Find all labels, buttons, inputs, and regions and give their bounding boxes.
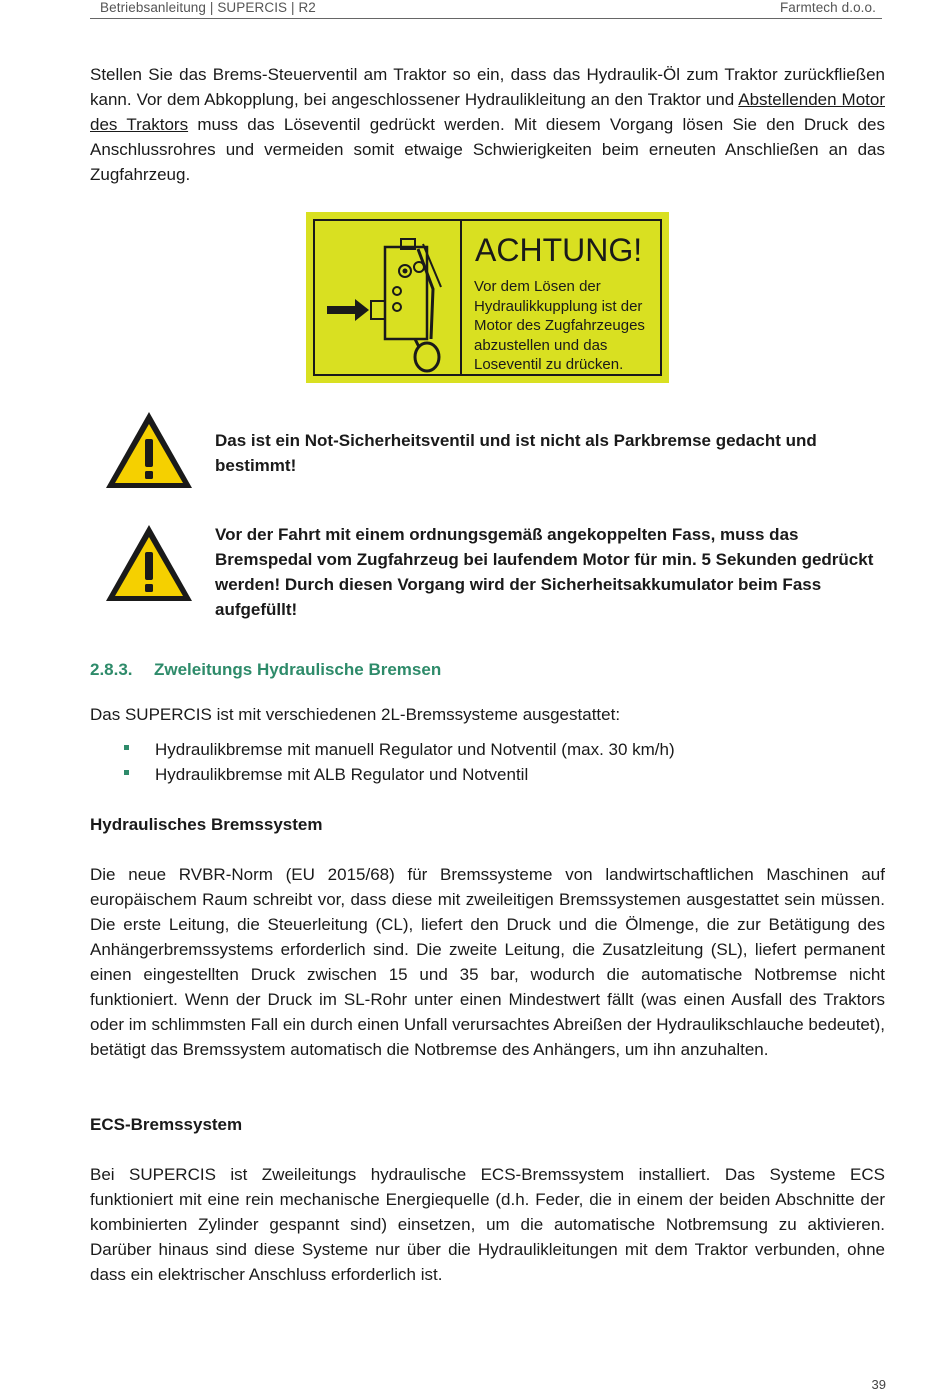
header-company: Farmtech d.o.o. bbox=[779, 0, 876, 15]
header-doc-title: Betriebsanleitung | SUPERCIS | R2 bbox=[100, 0, 316, 15]
section-title: Zweleitungs Hydraulische Bremsen bbox=[154, 660, 442, 679]
list-item bbox=[90, 762, 675, 787]
hydraulic-paragraph: Die neue RVBR-Norm (EU 2015/68) für Bremssysteme von landwirtschaftlichen Maschinen auf europäischem Raum schreibt vor, dass diese mit zweileitigen Bremssystemen ausgestattet sein müssen. Die erste Leitung, die Steuerleitung (CL), liefert den Druck und die Ölmenge, die zur Betätigung des Anhängerbremssystems erforderlich sind. Die zweite Leitung, die Zusatzleitung (SL), liefert permanent einen eingestellten Druck zwischen 15 und 35 bar, wodurch die automatische Notbremse nicht funktioniert. Wenn der Druck im SL-Rohr unter einen Mindestwert fällt (was einen Ausfall des Traktors oder im schlimmsten Fall ein durch einen Unfall verursachtes Abreißen der Hydraulikschlauche bedeutet), betätigt das Bremssystem automatisch die Notbremse des Anhängers, um ihn anzuhalten. bbox=[90, 865, 885, 1059]
intro-underlined-text: Abstellenden Motor des Traktors bbox=[90, 90, 885, 134]
page-number: 39 bbox=[871, 1377, 886, 1392]
intro-paragraph bbox=[90, 62, 885, 187]
hydraulic-heading: Hydraulisches Bremssystem bbox=[90, 815, 323, 834]
list-item-text: Hydraulikbremse mit manuell Regulator und Notventil (max. 30 km/h) bbox=[155, 740, 675, 759]
ecs-paragraph: Bei SUPERCIS ist Zweileitungs hydraulische ECS-Bremssystem installiert. Das Systeme ECS funktioniert mit eine rein mechanische Energiequelle (d.h. Feder, die in einem der beiden Abschnitte der kombinierten Zylinder gespannt sind) einsetzen, um die automatische Notbremsung zu aktivieren. Darüber hinaus sind diese Systeme nur über die Hydraulikleitungen mit dem Traktor verbunden, ohne dass ein elektrischer Anschluss erforderlich ist. bbox=[90, 1165, 885, 1284]
warning-text-brake-pedal: Vor der Fahrt mit einem ordnungsgemäß angekoppelten Fass, muss das Bremspedal vom Zugfahrzeug bei laufendem Motor für min. 5 Sekunden gedrückt werden! Durch diesen Vorgang wird der Sicherheitsakkumulator beim Fass aufgefüllt! bbox=[215, 525, 874, 619]
list-item-text: Hydraulikbremse mit ALB Regulator und Notventil bbox=[155, 765, 529, 784]
ecs-heading: ECS-Bremssystem bbox=[90, 1115, 243, 1134]
achtung-warning-sign bbox=[306, 212, 669, 383]
sign-text: Vor dem Lösen der Hydraulikkupplung ist der Motor des Zugfahrzeuges abzustellen und das Loseventil zu drücken. bbox=[474, 278, 645, 373]
page-header bbox=[90, 0, 882, 19]
intro-text-2: muss das Löseventil gedrückt werden. Mit diesem Vorgang lösen Sie den Druck des Anschlussrohres und vermeiden somit etwaige Schwierigkeiten beim erneuten Anschließen an das Zugfahrzeug. bbox=[90, 115, 885, 184]
section-number: 2.8.3. bbox=[90, 660, 133, 679]
section-heading bbox=[90, 659, 441, 681]
sign-title: ACHTUNG! bbox=[475, 232, 643, 268]
warning-text-parking-brake: Das ist ein Not-Sicherheitsventil und ist nicht als Parkbremse gedacht und bestimmt! bbox=[215, 431, 817, 475]
section-intro: Das SUPERCIS ist mit verschiedenen 2L-Bremssysteme ausgestattet: bbox=[90, 705, 621, 724]
list-item bbox=[90, 737, 675, 762]
hydraulic-valve-illustration bbox=[323, 229, 458, 379]
sign-border bbox=[313, 219, 662, 376]
bullet-square-icon bbox=[124, 770, 129, 775]
bullet-square-icon bbox=[124, 745, 129, 750]
warning-triangle-icon bbox=[103, 409, 195, 491]
sign-divider bbox=[460, 221, 462, 374]
brake-system-list bbox=[90, 737, 675, 787]
warning-triangle-icon bbox=[103, 522, 195, 604]
intro-text-1: Stellen Sie das Brems-Steuerventil am Traktor so ein, dass das Hydraulik-Öl zum Traktor zurückfließen kann. Vor dem Abkopplung, bei angeschlossener Hydraulikleitung an den Traktor und bbox=[90, 65, 885, 109]
